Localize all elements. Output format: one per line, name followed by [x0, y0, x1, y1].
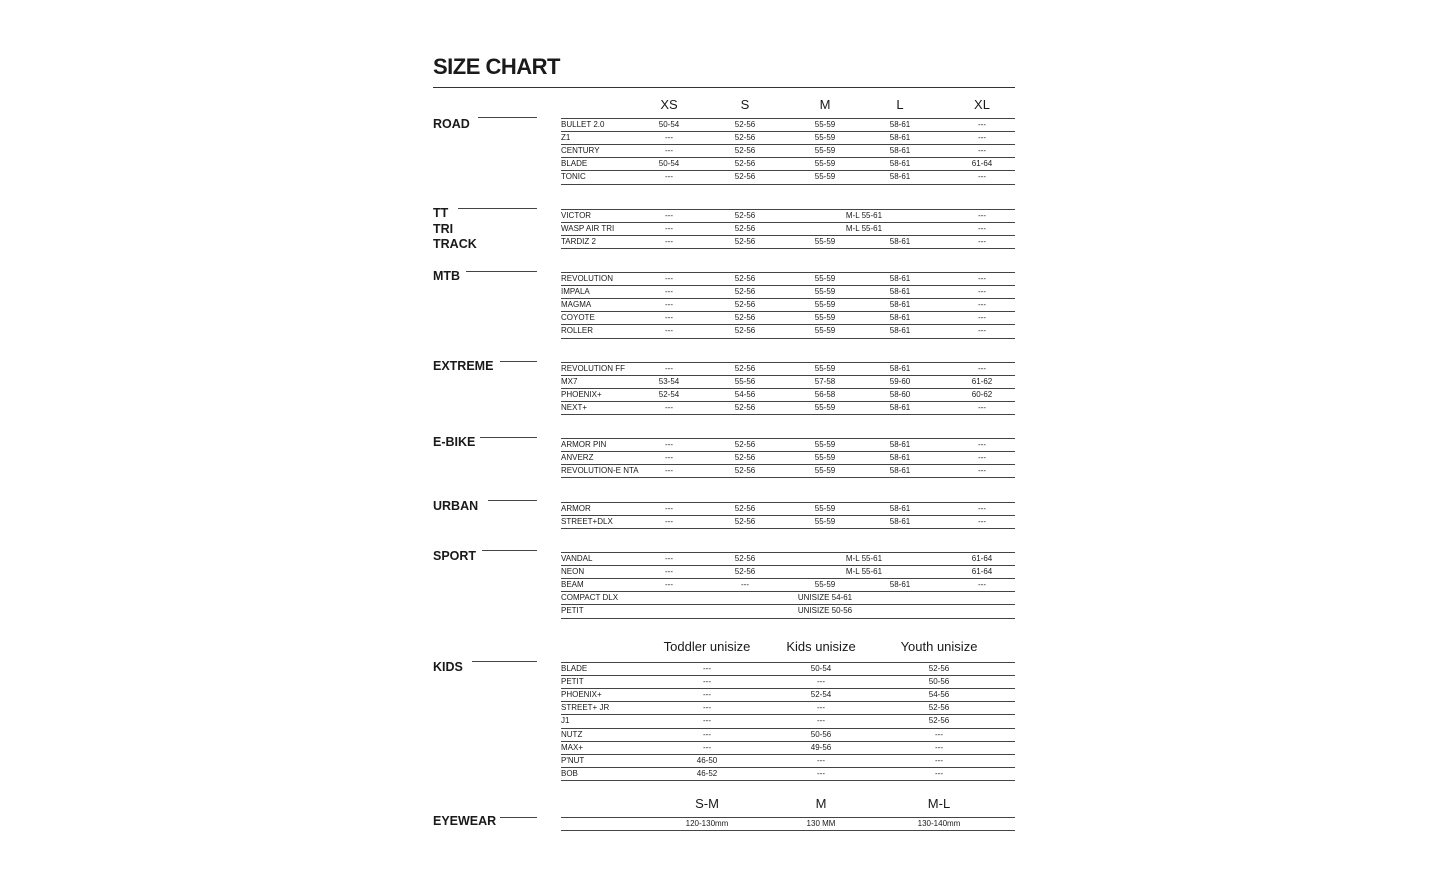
size-value: 52-54	[658, 390, 680, 400]
size-value: ---	[703, 716, 711, 726]
size-value: ---	[935, 768, 943, 778]
row-divider	[561, 324, 1015, 325]
eyewear-header: M-L	[927, 796, 951, 811]
size-value: 58-61	[889, 146, 911, 156]
size-value: ---	[978, 172, 986, 182]
size-value: ---	[741, 580, 749, 590]
size-value: 52-56	[734, 237, 756, 247]
size-header-xs: XS	[660, 97, 678, 112]
helmet-name: NEXT+	[561, 403, 588, 413]
row-divider	[561, 222, 1015, 223]
size-value: 58-61	[889, 133, 911, 143]
helmet-name: COMPACT DLX	[561, 593, 619, 603]
size-value: 52-56	[734, 300, 756, 310]
size-value: 52-56	[734, 172, 756, 182]
size-value: 52-56	[928, 703, 950, 713]
size-value: 56-58	[814, 390, 836, 400]
size-value: ---	[817, 716, 825, 726]
size-value: 59-60	[889, 377, 911, 387]
row-divider	[561, 688, 1015, 689]
title-divider	[433, 87, 1015, 88]
size-value: 58-61	[889, 313, 911, 323]
size-value: 55-59	[814, 133, 836, 143]
eyewear-header: M	[815, 796, 827, 811]
size-value: M-L 55-61	[845, 211, 883, 220]
helmet-name: COYOTE	[561, 313, 595, 323]
row-divider	[561, 248, 1015, 249]
size-value: 46-50	[696, 755, 718, 765]
size-value: M-L 55-61	[845, 554, 883, 563]
row-divider	[561, 118, 1015, 119]
size-value: 58-61	[889, 403, 911, 413]
size-value: 55-59	[814, 580, 836, 590]
size-value: ---	[978, 211, 986, 220]
helmet-name: REVOLUTION FF	[561, 364, 626, 373]
row-divider	[561, 401, 1015, 402]
size-value: 58-61	[889, 172, 911, 182]
size-value: 53-54	[658, 377, 680, 387]
size-value: ---	[978, 364, 986, 373]
size-value: 58-60	[889, 390, 911, 400]
helmet-name: TARDIZ 2	[561, 237, 596, 247]
helmet-name: VANDAL	[561, 554, 593, 563]
size-value: 50-54	[658, 159, 680, 169]
size-value: ---	[817, 768, 825, 778]
size-value: 52-56	[734, 517, 756, 527]
category-label-extreme: EXTREME	[433, 359, 494, 373]
helmet-name: VICTOR	[561, 211, 592, 220]
size-value: ---	[665, 274, 673, 283]
size-value: 52-56	[734, 453, 756, 463]
row-divider	[561, 502, 1015, 503]
size-value: 50-54	[810, 664, 832, 673]
size-value: 55-59	[814, 440, 836, 449]
size-value: 58-61	[889, 300, 911, 310]
size-value: 55-59	[814, 453, 836, 463]
size-value: 55-59	[814, 146, 836, 156]
eyewear-value: 120-130mm	[685, 819, 729, 828]
size-value: 52-56	[734, 120, 756, 129]
size-value: 52-56	[734, 287, 756, 297]
category-rule	[482, 550, 537, 551]
size-value: ---	[703, 677, 711, 687]
size-value: ---	[817, 755, 825, 765]
helmet-name: ARMOR	[561, 504, 591, 513]
size-value: 52-56	[734, 159, 756, 169]
category-label-kids: KIDS	[433, 660, 463, 674]
size-value: 52-56	[734, 326, 756, 336]
row-divider	[561, 662, 1015, 663]
size-value: ---	[817, 703, 825, 713]
category-label-mtb: MTB	[433, 269, 461, 283]
row-divider	[561, 438, 1015, 439]
row-divider	[561, 515, 1015, 516]
size-value: ---	[665, 313, 673, 323]
size-value: 55-56	[734, 377, 756, 387]
helmet-name: BOB	[561, 768, 578, 778]
size-value: ---	[665, 554, 673, 563]
row-divider	[561, 714, 1015, 715]
size-value: 58-61	[889, 274, 911, 283]
row-divider	[561, 754, 1015, 755]
row-divider	[561, 311, 1015, 312]
helmet-name: CENTURY	[561, 146, 600, 156]
size-value: 55-59	[814, 172, 836, 182]
row-divider	[561, 170, 1015, 171]
size-value: UNISIZE 50-56	[797, 606, 853, 616]
size-value: ---	[978, 237, 986, 247]
row-divider	[561, 298, 1015, 299]
size-value: ---	[703, 703, 711, 713]
size-value: ---	[978, 120, 986, 129]
size-value: ---	[665, 466, 673, 476]
helmet-name: PETIT	[561, 606, 584, 616]
size-value: 57-58	[814, 377, 836, 387]
helmet-name: J1	[561, 716, 570, 726]
size-value: 58-61	[889, 466, 911, 476]
row-divider	[561, 767, 1015, 768]
size-header-l: L	[896, 97, 904, 112]
size-value: ---	[978, 224, 986, 234]
size-value: 52-56	[734, 466, 756, 476]
size-value: 52-56	[734, 554, 756, 563]
size-value: ---	[978, 517, 986, 527]
row-divider	[561, 388, 1015, 389]
size-value: ---	[978, 300, 986, 310]
size-value: 58-61	[889, 517, 911, 527]
size-value: ---	[665, 580, 673, 590]
size-value: ---	[665, 300, 673, 310]
size-value: ---	[665, 403, 673, 413]
eyewear-value: 130 MM	[806, 819, 836, 828]
size-value: 52-56	[928, 716, 950, 726]
size-value: 55-59	[814, 300, 836, 310]
kids-header: Kids unisize	[786, 639, 856, 654]
helmet-name: MX7	[561, 377, 578, 387]
helmet-name: BULLET 2.0	[561, 120, 605, 129]
row-divider	[561, 131, 1015, 132]
category-rule	[472, 661, 537, 662]
row-divider	[561, 464, 1015, 465]
size-value: 61-64	[971, 567, 993, 577]
category-label-urban: URBAN	[433, 499, 479, 513]
row-divider	[561, 675, 1015, 676]
row-divider	[561, 817, 1015, 818]
size-value: ---	[665, 517, 673, 527]
size-value: ---	[978, 504, 986, 513]
size-value: 55-59	[814, 287, 836, 297]
size-value: 52-56	[734, 364, 756, 373]
size-value: 58-61	[889, 120, 911, 129]
size-value: 55-59	[814, 274, 836, 283]
size-value: 46-52	[696, 768, 718, 778]
size-value: 58-61	[889, 237, 911, 247]
size-header-s: S	[740, 97, 750, 112]
category-rule	[458, 208, 537, 209]
size-value: 50-56	[928, 677, 950, 687]
helmet-name: IMPALA	[561, 287, 590, 297]
size-value: 61-62	[971, 377, 993, 387]
size-value: ---	[665, 287, 673, 297]
size-value: ---	[665, 364, 673, 373]
size-value: ---	[665, 567, 673, 577]
size-value: M-L 55-61	[845, 224, 883, 234]
size-value: 52-56	[734, 224, 756, 234]
size-value: 55-59	[814, 237, 836, 247]
helmet-name: REVOLUTION-E NTA	[561, 466, 639, 476]
helmet-name: STREET+ JR	[561, 703, 610, 713]
row-divider	[561, 604, 1015, 605]
category-rule	[488, 500, 537, 501]
size-value: ---	[978, 403, 986, 413]
size-value: ---	[978, 274, 986, 283]
helmet-name: PHOENIX+	[561, 690, 602, 700]
category-label-sport: SPORT	[433, 549, 477, 563]
row-divider	[561, 338, 1015, 339]
size-value: ---	[978, 580, 986, 590]
size-value: ---	[703, 664, 711, 673]
size-value: 52-56	[734, 504, 756, 513]
size-value: 55-59	[814, 120, 836, 129]
row-divider	[561, 477, 1015, 478]
row-divider	[561, 780, 1015, 781]
size-header-xl: XL	[974, 97, 990, 112]
eyewear-value: 130-140mm	[917, 819, 961, 828]
eyewear-header: S-M	[695, 796, 719, 811]
category-label-tt: TT TRI TRACK	[433, 206, 477, 251]
size-value: ---	[978, 326, 986, 336]
size-value: 52-56	[734, 313, 756, 323]
size-value: 52-56	[734, 146, 756, 156]
size-value: 54-56	[928, 690, 950, 700]
row-divider	[561, 235, 1015, 236]
size-value: 60-62	[971, 390, 993, 400]
row-divider	[561, 451, 1015, 452]
size-value: 54-56	[734, 390, 756, 400]
row-divider	[561, 209, 1015, 210]
category-label-e-bike: E-BIKE	[433, 435, 476, 449]
row-divider	[561, 591, 1015, 592]
size-value: 58-61	[889, 580, 911, 590]
size-value: 52-54	[810, 690, 832, 700]
helmet-name: ARMOR PIN	[561, 440, 607, 449]
row-divider	[561, 285, 1015, 286]
size-value: 55-59	[814, 326, 836, 336]
category-rule	[500, 361, 537, 362]
size-value: ---	[703, 729, 711, 739]
helmet-name: STREET+DLX	[561, 517, 613, 527]
size-value: 52-56	[734, 274, 756, 283]
row-divider	[561, 618, 1015, 619]
size-value: ---	[978, 466, 986, 476]
size-value: ---	[978, 133, 986, 143]
size-value: 58-61	[889, 287, 911, 297]
size-value: ---	[978, 146, 986, 156]
row-divider	[561, 701, 1015, 702]
size-value: 58-61	[889, 326, 911, 336]
size-value: ---	[665, 146, 673, 156]
size-value: 55-59	[814, 313, 836, 323]
helmet-name: TONIC	[561, 172, 586, 182]
size-value: 52-56	[734, 211, 756, 220]
size-value: ---	[703, 742, 711, 752]
size-value: 49-56	[810, 742, 832, 752]
size-value: ---	[978, 287, 986, 297]
size-value: 50-54	[658, 120, 680, 129]
row-divider	[561, 565, 1015, 566]
row-divider	[561, 272, 1015, 273]
helmet-name: PETIT	[561, 677, 584, 687]
helmet-name: BLADE	[561, 159, 588, 169]
size-value: ---	[665, 326, 673, 336]
size-value: 58-61	[889, 504, 911, 513]
size-value: 55-59	[814, 403, 836, 413]
size-value: ---	[978, 440, 986, 449]
row-divider	[561, 157, 1015, 158]
row-divider	[561, 578, 1015, 579]
row-divider	[561, 528, 1015, 529]
row-divider	[561, 375, 1015, 376]
size-value: 58-61	[889, 364, 911, 373]
size-header-m: M	[819, 97, 831, 112]
helmet-name: MAGMA	[561, 300, 592, 310]
page-title: SIZE CHART	[433, 54, 560, 79]
size-value: UNISIZE 54-61	[797, 593, 853, 603]
size-value: ---	[703, 690, 711, 700]
size-value: 58-61	[889, 453, 911, 463]
helmet-name: WASP AIR TRI	[561, 224, 615, 234]
size-value: ---	[935, 742, 943, 752]
helmet-name: NEON	[561, 567, 585, 577]
size-value: 52-56	[734, 440, 756, 449]
size-value: M-L 55-61	[845, 567, 883, 577]
size-value: 55-59	[814, 504, 836, 513]
row-divider	[561, 741, 1015, 742]
helmet-name: ANVERZ	[561, 453, 594, 463]
size-value: ---	[665, 133, 673, 143]
helmet-name: MAX+	[561, 742, 584, 752]
size-value: 55-59	[814, 364, 836, 373]
size-value: ---	[665, 224, 673, 234]
row-divider	[561, 552, 1015, 553]
size-value: ---	[935, 729, 943, 739]
size-value: ---	[817, 677, 825, 687]
size-value: 50-56	[810, 729, 832, 739]
category-rule	[478, 117, 537, 118]
size-value: 55-59	[814, 466, 836, 476]
helmet-name: ROLLER	[561, 326, 594, 336]
category-rule	[480, 437, 537, 438]
size-value: 61-64	[971, 554, 993, 563]
size-value: ---	[665, 237, 673, 247]
helmet-name: REVOLUTION	[561, 274, 614, 283]
helmet-name: PHOENIX+	[561, 390, 602, 400]
size-value: 58-61	[889, 440, 911, 449]
size-value: ---	[665, 440, 673, 449]
size-value: 52-56	[928, 664, 950, 673]
size-value: ---	[978, 313, 986, 323]
size-value: 52-56	[734, 403, 756, 413]
helmet-name: BEAM	[561, 580, 584, 590]
helmet-name: P'NUT	[561, 755, 585, 765]
row-divider	[561, 728, 1015, 729]
helmet-name: BLADE	[561, 664, 588, 673]
size-value: ---	[665, 504, 673, 513]
helmet-name: Z1	[561, 133, 571, 143]
category-rule	[466, 271, 537, 272]
helmet-name: NUTZ	[561, 729, 583, 739]
size-value: 55-59	[814, 517, 836, 527]
row-divider	[561, 414, 1015, 415]
size-value: 61-64	[971, 159, 993, 169]
row-divider	[561, 184, 1015, 185]
size-value: 58-61	[889, 159, 911, 169]
category-label-eyewear: EYEWEAR	[433, 814, 497, 828]
size-value: ---	[978, 453, 986, 463]
size-value: ---	[665, 172, 673, 182]
size-value: 52-56	[734, 567, 756, 577]
row-divider	[561, 362, 1015, 363]
kids-header: Toddler unisize	[663, 639, 751, 654]
size-value: 52-56	[734, 133, 756, 143]
row-divider	[561, 144, 1015, 145]
size-value: 55-59	[814, 159, 836, 169]
size-value: ---	[665, 211, 673, 220]
category-rule	[500, 817, 537, 818]
category-label-road: ROAD	[433, 117, 470, 131]
size-value: ---	[665, 453, 673, 463]
kids-header: Youth unisize	[900, 639, 978, 654]
size-value: ---	[935, 755, 943, 765]
row-divider	[561, 830, 1015, 831]
